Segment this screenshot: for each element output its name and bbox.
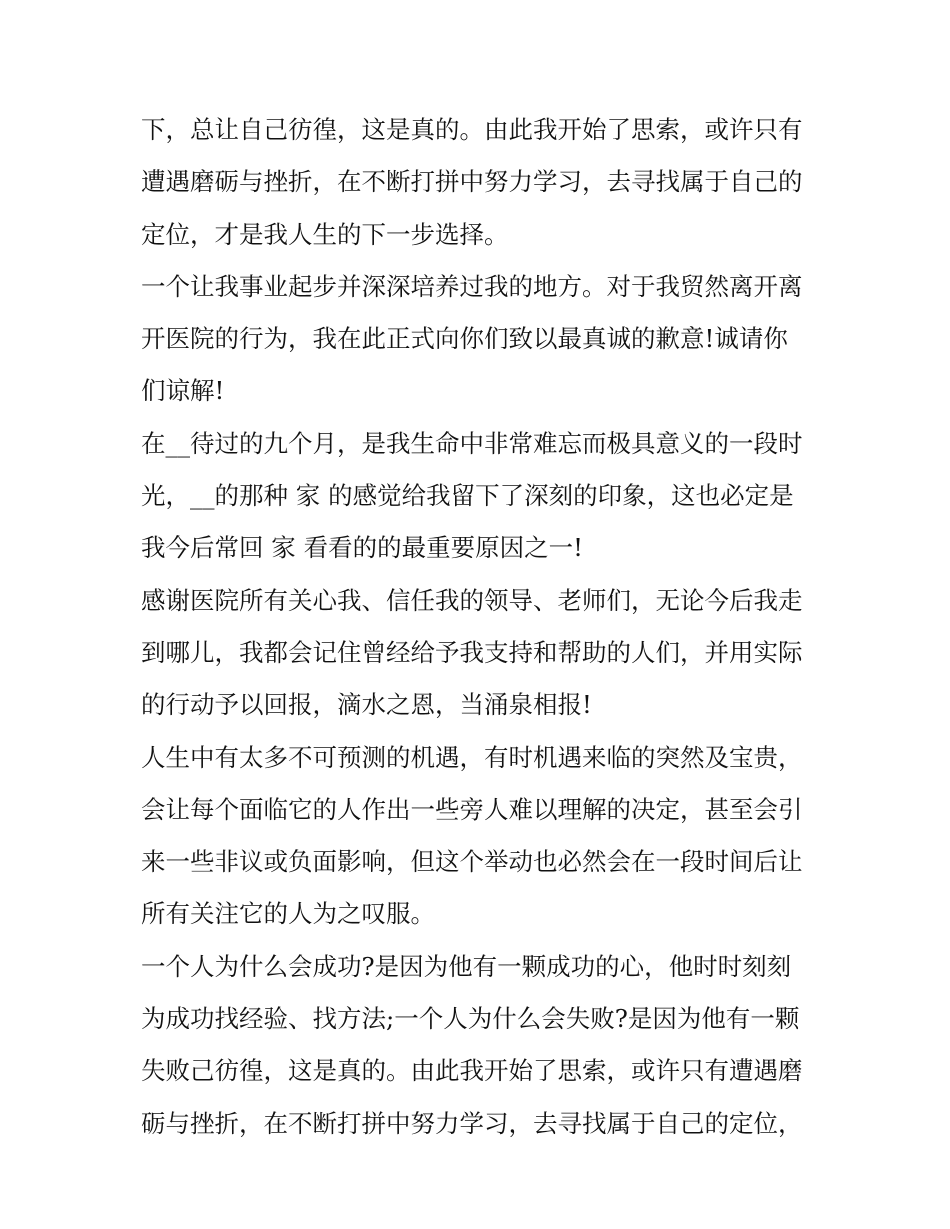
text-line-14: 会让每个面临它的人作出一些旁人难以理解的决定，甚至会引 — [141, 794, 803, 824]
text-line-13: 人生中有太多不可预测的机遇，有时机遇来临的突然及宝贵， — [141, 742, 803, 772]
text-line-16: 所有关注它的人为之叹服。 — [141, 899, 435, 929]
text-line-4: 一个让我事业起步并深深培养过我的地方。对于我贸然离开离 — [141, 271, 803, 301]
text-line-12: 的行动予以回报，滴水之恩，当涌泉相报! — [141, 690, 592, 720]
text-line-15: 来一些非议或负面影响，但这个举动也必然会在一段时间后让 — [141, 847, 803, 877]
text-line-2: 遭遇磨砺与挫折，在不断打拼中努力学习，去寻找属于自己的 — [141, 167, 803, 197]
text-line-5: 开医院的行为，我在此正式向你们致以最真诚的歉意!诚请你 — [141, 324, 788, 354]
text-line-6: 们谅解! — [141, 376, 225, 406]
text-line-11: 到哪儿，我都会记住曾经给予我支持和帮助的人们，并用实际 — [141, 637, 803, 667]
text-line-1: 下，总让自己彷徨，这是真的。由此我开始了思索，或许只有 — [141, 115, 803, 144]
text-line-8: 光，__的那种 家 的感觉给我留下了深刻的印象，这也必定是 — [141, 481, 794, 511]
text-line-9: 我今后常回 家 看看的的最重要原因之一! — [141, 533, 583, 563]
text-line-7: 在__待过的九个月，是我生命中非常难忘而极具意义的一段时 — [141, 428, 803, 458]
text-line-19: 失败己彷徨，这是真的。由此我开始了思索，或许只有遭遇磨 — [141, 1056, 803, 1086]
text-line-18: 为成功找经验、找方法;一个人为什么会失败?是因为他有一颗 — [141, 1004, 800, 1034]
text-line-20: 砺与挫折，在不断打拼中努力学习，去寻找属于自己的定位， — [141, 1108, 803, 1138]
text-line-10: 感谢医院所有关心我、信任我的领导、老师们，无论今后我走 — [141, 585, 803, 615]
text-line-3: 定位，才是我人生的下一步选择。 — [141, 219, 509, 249]
text-line-17: 一个人为什么会成功?是因为他有一颗成功的心，他时时刻刻 — [141, 951, 792, 981]
document-body — [141, 104, 821, 1150]
